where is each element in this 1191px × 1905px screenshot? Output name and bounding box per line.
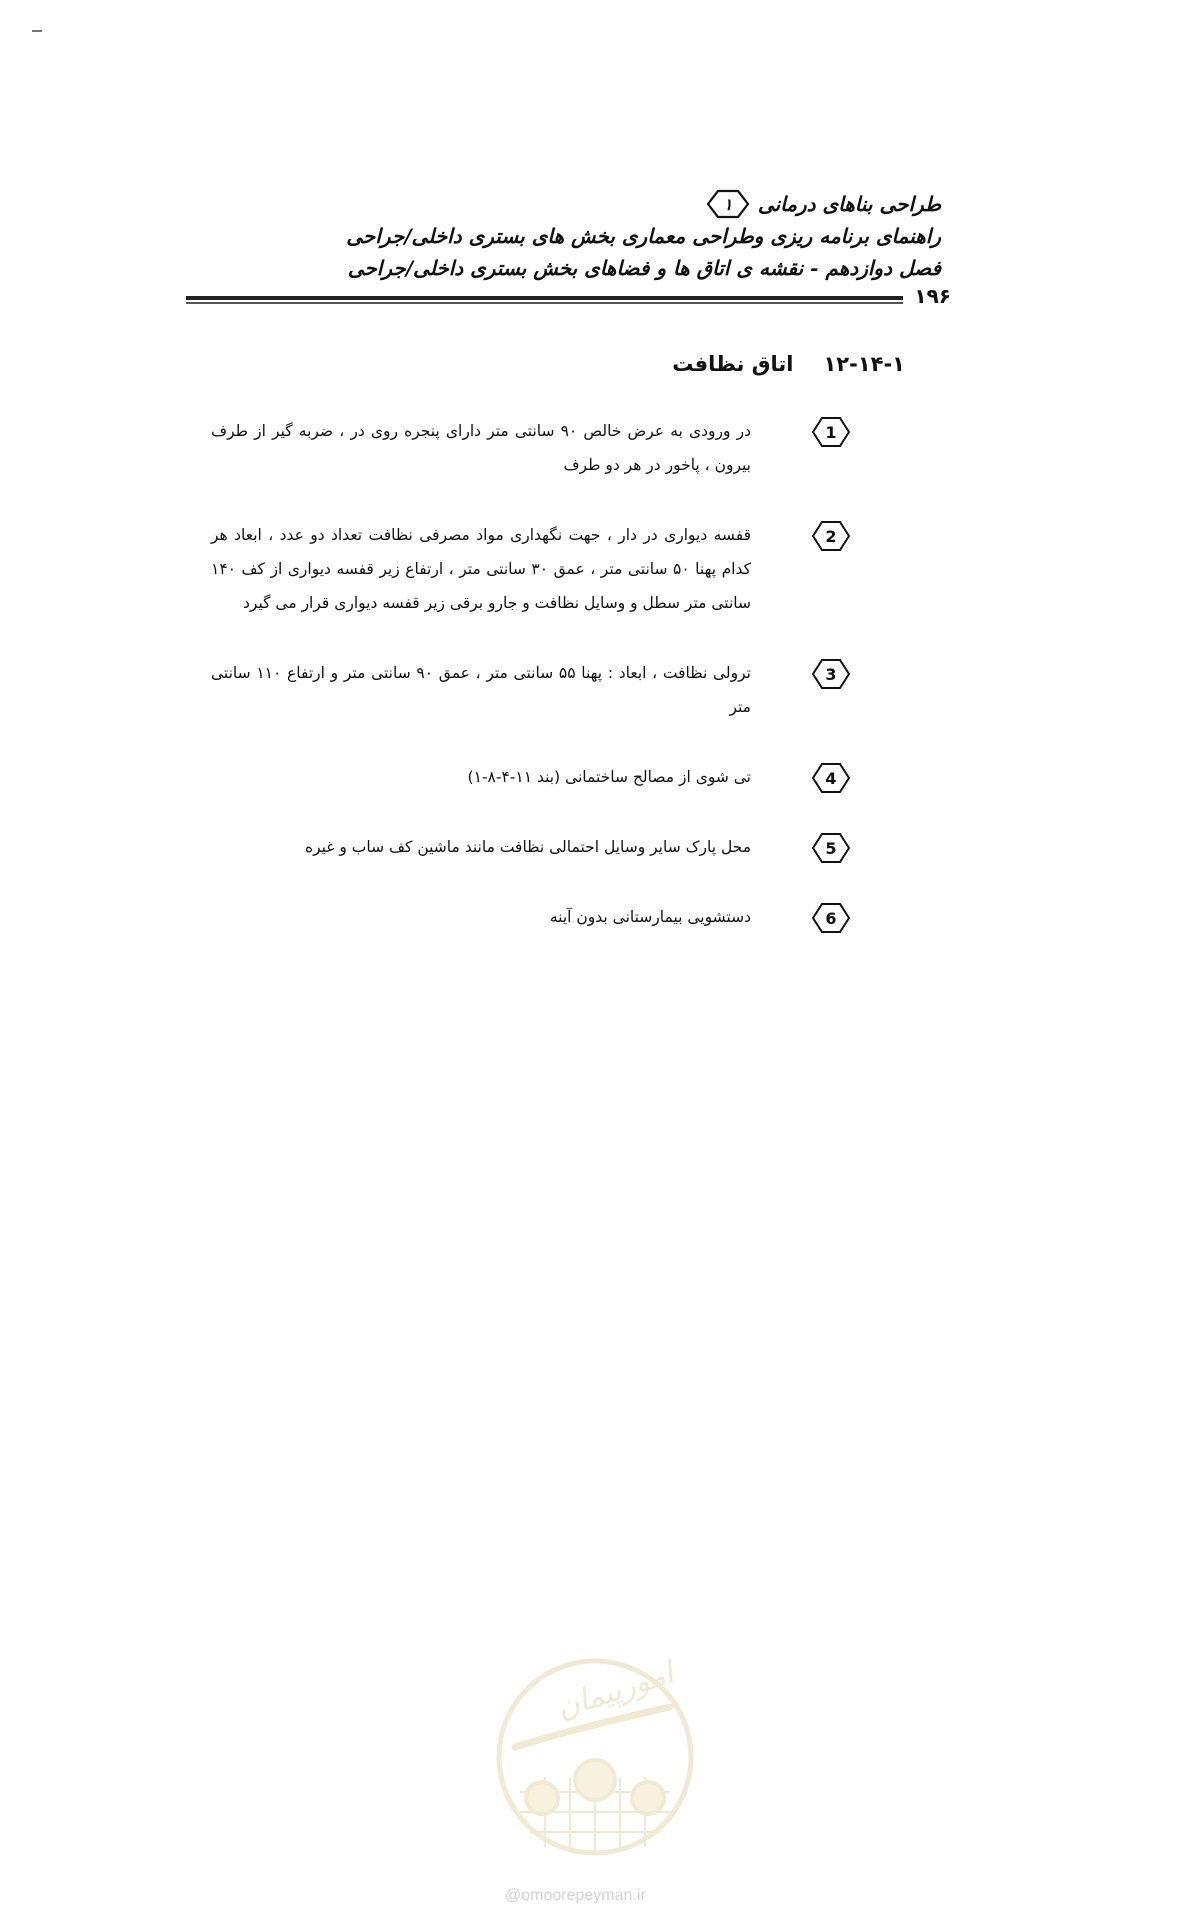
list-item bbox=[211, 518, 837, 620]
list-item bbox=[211, 760, 837, 794]
item-list bbox=[211, 414, 837, 970]
page-number: ۱۹۶ bbox=[908, 284, 951, 308]
header-chapter-title: فصل دوازدهم - نقشه ی اتاق ها و فضاهای بخش بستری داخلی/جراحی bbox=[347, 256, 941, 280]
header-guide-title: راهنمای برنامه ریزی وطراحی معماری بخش های بستری داخلی/جراحی bbox=[346, 224, 941, 248]
watermark-site: @omoorepeyman.ir bbox=[505, 1887, 646, 1904]
list-item bbox=[211, 656, 837, 724]
item-number-badge bbox=[811, 416, 851, 448]
header-series-line bbox=[121, 188, 941, 220]
svg-text:4: 4 bbox=[825, 769, 837, 788]
header-rule bbox=[186, 296, 903, 304]
list-item bbox=[211, 900, 837, 934]
item-number-badge bbox=[811, 658, 851, 690]
item-number-badge bbox=[811, 902, 851, 934]
series-number-badge bbox=[706, 189, 750, 219]
svg-text:6: 6 bbox=[825, 909, 837, 928]
svg-text:امورپیمان: امورپیمان bbox=[552, 1655, 678, 1727]
series-number: ۱ bbox=[723, 195, 733, 214]
item-text: تی شوی از مصالح ساختمانی (بند ۱۱-۴-۸-۱) bbox=[467, 768, 751, 786]
svg-text:1: 1 bbox=[825, 423, 837, 442]
item-number-badge bbox=[811, 762, 851, 794]
svg-text:5: 5 bbox=[825, 839, 837, 858]
list-item bbox=[211, 830, 837, 864]
section-heading bbox=[672, 352, 905, 376]
scan-mark bbox=[32, 30, 42, 32]
item-number-badge bbox=[811, 520, 851, 552]
item-text: دستشویی بیمارستانی بدون آینه bbox=[549, 908, 751, 926]
section-number: ۱۲-۱۴-۱ bbox=[823, 352, 905, 376]
item-text: ترولی نظافت ، ابعاد : پهنا ۵۵ سانتی متر ، عمق ۹۰ سانتی متر و ارتفاع ۱۱۰ سانتی متر bbox=[211, 664, 751, 716]
list-item bbox=[211, 414, 837, 482]
item-number-badge bbox=[811, 832, 851, 864]
item-text: در ورودی به عرض خالص ۹۰ سانتی متر دارای پنجره روی در ، ضربه گیر از طرف بیرون ، پاخور در هر دو طرف bbox=[211, 422, 751, 474]
svg-text:3: 3 bbox=[825, 665, 837, 684]
header-series-title: طراحی بناهای درمانی bbox=[757, 192, 941, 216]
item-text: محل پارک سایر وسایل احتمالی نظافت مانند ماشین کف ساب و غیره bbox=[304, 838, 751, 856]
running-header bbox=[121, 188, 941, 284]
section-title: اتاق نظافت bbox=[672, 352, 794, 376]
item-text: قفسه دیواری در دار ، جهت نگهداری مواد مصرفی نظافت تعداد دو عدد ، ابعاد هر کدام پهنا ۵۰ سانتی متر ، عمق ۳۰ سانتی متر ، ارتفاع زیر قفسه دیواری از کف ۱۴۰ سانتی متر سطل و وسایل نظافت و جارو برقی زیر قفسه دیواری قرار می گیرد bbox=[211, 526, 751, 612]
svg-text:2: 2 bbox=[825, 527, 837, 546]
